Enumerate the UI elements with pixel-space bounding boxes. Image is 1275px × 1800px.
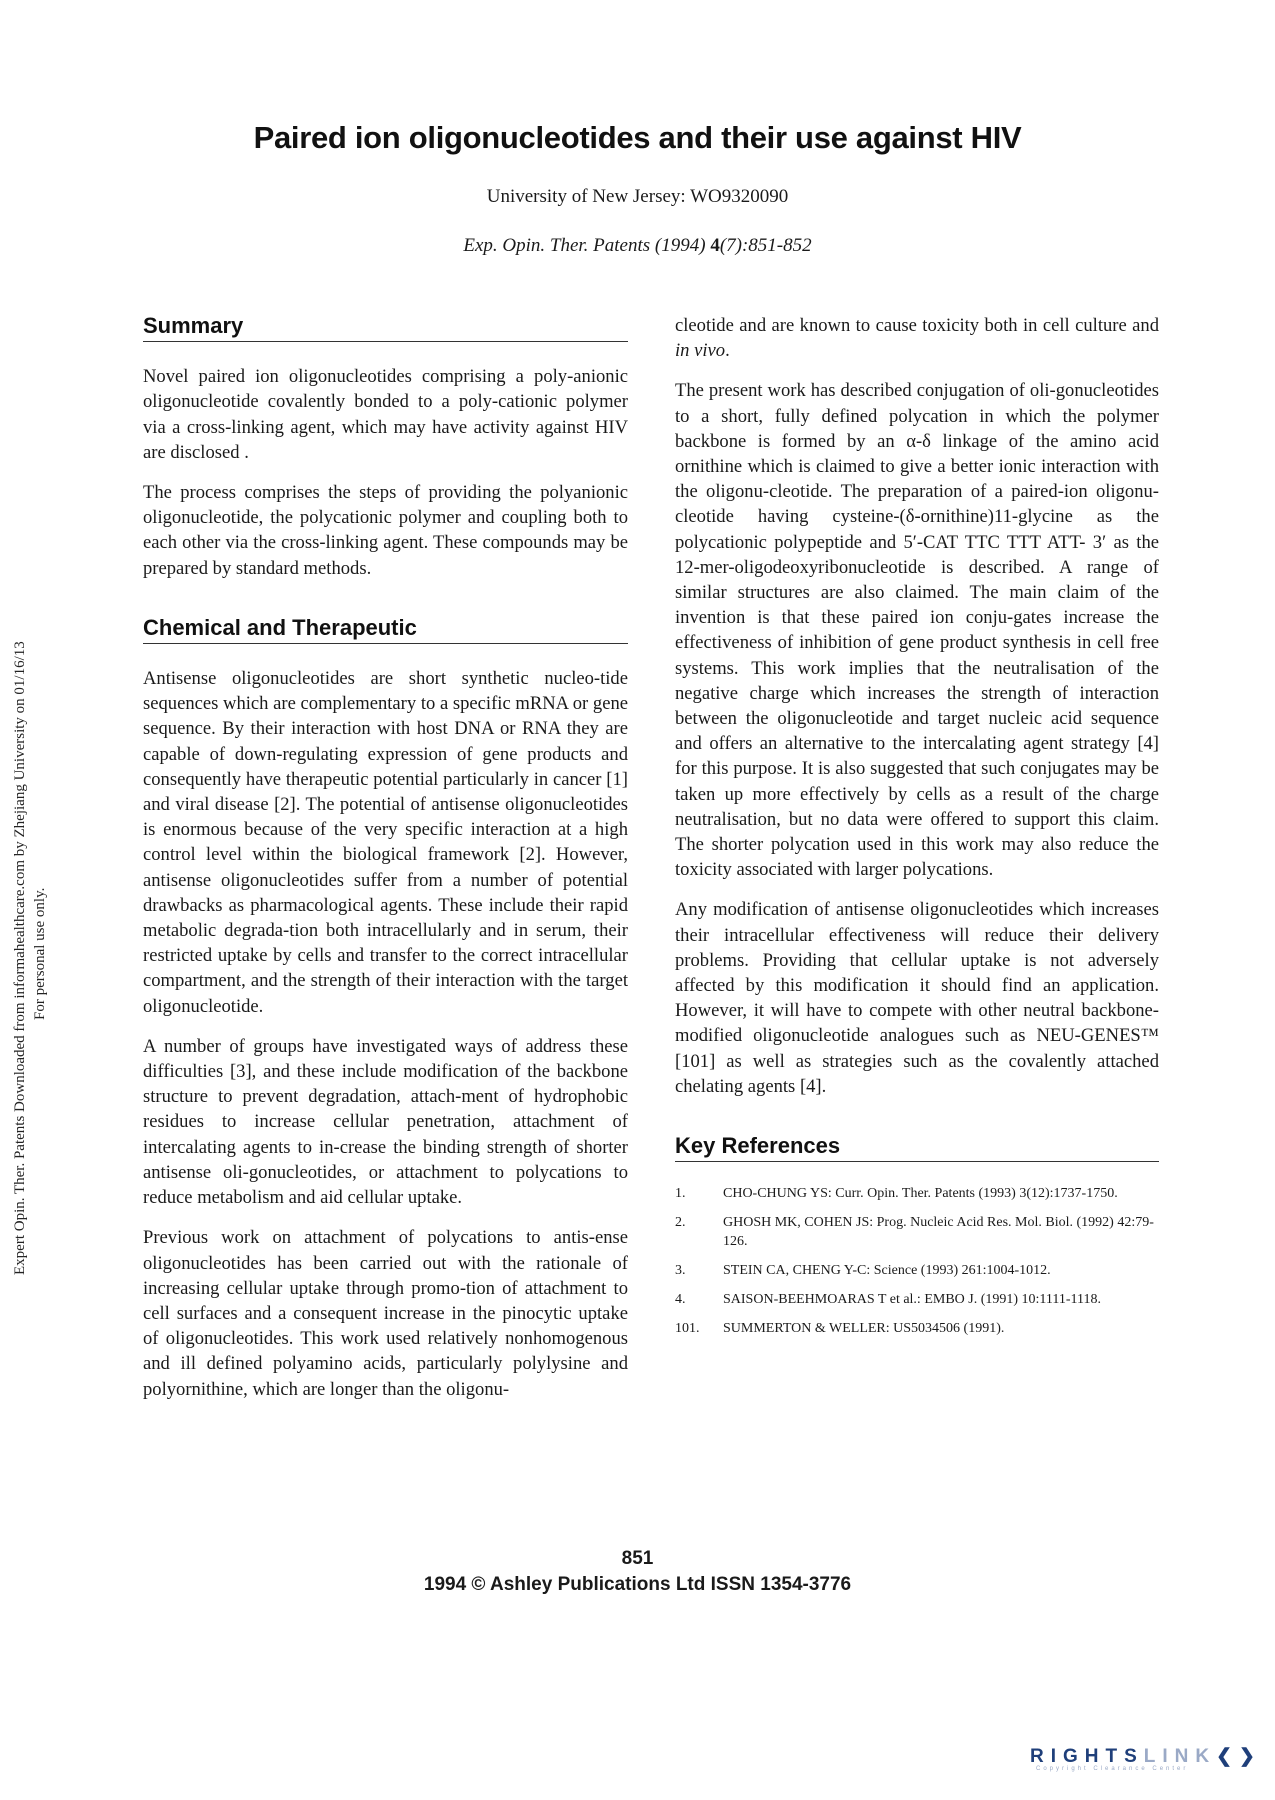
reference-item	[675, 1261, 1159, 1280]
reference-text: SUMMERTON & WELLER: US5034506 (1991).	[723, 1321, 1005, 1337]
reference-number: 2.	[675, 1215, 686, 1231]
reference-number: 1.	[675, 1186, 686, 1202]
rightslink-wordmark	[1030, 1745, 1262, 1768]
summary-paragraph-2: The process comprises the steps of providing the polyanionic oligonucleotide, the polycationic polymer and coupling both to each other via the cross-linking agent. These compounds may be prepared by standard methods.	[143, 482, 628, 579]
reference-number: 4.	[675, 1292, 686, 1308]
citation-pages: (7):851-852	[719, 235, 812, 256]
summary-heading: Summary	[143, 313, 628, 342]
reference-text: CHO-CHUNG YS: Curr. Opin. Ther. Patents (1993) 3(12):1737-1750.	[723, 1186, 1118, 1202]
reference-text: GHOSH MK, COHEN JS: Prog. Nucleic Acid Res. Mol. Biol. (1992) 42:79-126.	[723, 1215, 1154, 1250]
left-column	[143, 313, 628, 1417]
reference-text: STEIN CA, CHENG Y-C: Science (1993) 261:1004-1012.	[723, 1263, 1051, 1279]
chemical-paragraph-5: The present work has described conjugation of oli-gonucleotides to a short, fully defined polycation in which the polymer backbone is formed by an α-δ linkage of the amino acid ornithine which is claimed to give a better ionic interaction with the oligonu-cleotide. The preparation of a paired-ion oligonu-cleotide having cysteine-(δ-ornithine)11-glycine as the polycationic polypeptide and 5′-CAT TTC TTT ATT- 3′ as the 12-mer-oligodeoxyribonucleotide is described. A range of similar structures are also claimed. The main claim of the invention is that these paired ion conju-gates increase the effectiveness of inhibition of gene product synthesis in cell free systems. This work implies that the neutralisation of the negative charge which increases the strength of interaction between the oligonucleotide and target nucleic acid sequence and offers an alternative to the intercalating agent strategy [4] for this purpose. It is also suggested that such conjugates may be taken up more effectively by cells as a result of the charge neutralisation, but no data were offered to support this claim. The shorter polycation used in this work may also reduce the toxicity associated with larger polycations.	[675, 380, 1159, 881]
references-heading: Key References	[675, 1133, 1159, 1162]
rightslink-logo[interactable]	[1030, 1745, 1262, 1785]
citation-volume: 4	[710, 235, 720, 256]
download-watermark	[6, 520, 68, 1280]
page-number: 851	[621, 1548, 654, 1569]
citation-journal: Exp. Opin. Ther. Patents (1994)	[463, 235, 711, 256]
reference-item	[675, 1290, 1159, 1309]
reference-number: 3.	[675, 1263, 686, 1279]
p4-italic: in vivo	[675, 340, 726, 362]
rightslink-arrow-icon: ❮❯	[1216, 1746, 1262, 1767]
reference-text: SAISON-BEEHMOARAS T et al.: EMBO J. (1991) 10:1111-1118.	[723, 1292, 1101, 1308]
chemical-paragraph-4	[675, 313, 1159, 363]
chemical-paragraph-1: Antisense oligonucleotides are short synthetic nucleo-tide sequences which are complementary to a specific mRNA or gene sequence. By their interaction with host DNA or RNA they are capable of down-regulating expression of gene products and consequently have therapeutic potential particularly in cancer [1] and viral disease [2]. The potential of antisense oligonucleotides is enormous because of the very specific interaction at a high control level within the biological framework [2]. However, antisense oligonucleotides suffer from a number of potential drawbacks as pharmacological agents. These include their rapid metabolic degrada-tion both intracellularly and in serum, their restricted uptake by cells and transfer to the correct intracellular compartment, and the strength of their interaction with the target oligonucleotide.	[143, 668, 628, 1017]
reference-number: 101.	[675, 1321, 700, 1337]
rightslink-tagline: Copyright Clearance Center	[1036, 1766, 1189, 1772]
chemical-paragraph-2: A number of groups have investigated ways of address these difficulties [3], and these include modification of the backbone structure to prevent degradation, attach-ment of hydrophobic residues to increase cellular penetration, attachment of intercalating agents to in-crease the binding strength of shorter antisense oli-gonucleotides, or attachment to polycations to reduce metabolism and aid cellular uptake.	[143, 1035, 628, 1209]
watermark-line-1: Expert Opin. Ther. Patents Downloaded from informahealthcare.com by Zhejiang University on 01/16/13	[12, 641, 28, 1275]
chemical-paragraph-3: Previous work on attachment of polycations to antis-ense oligonucleotides has been carried out with the rationale of increasing cellular uptake through promo-tion of attachment to cell surfaces and a consequent increase in the pinocytic uptake of oligonucleotides. This work used relatively nonhomogenous and ill defined polyamino acids, particularly polylysine and polyornithine, which are longer than the oligonu-	[143, 1227, 628, 1400]
p4-end: .	[725, 340, 730, 362]
right-column	[675, 313, 1159, 1348]
patent-assignee: University of New Jersey: WO9320090	[486, 186, 789, 207]
journal-citation	[0, 235, 1275, 257]
rightslink-dark: RIGHTS	[1030, 1746, 1144, 1767]
reference-item	[675, 1184, 1159, 1203]
chemical-paragraph-6: Any modification of antisense oligonucleotides which increases their intracellular effectiveness will reduce their delivery problems. Providing that cellular uptake is not adversely affected by this modification it should find an application. However, it will have to compete with other neutral backbone-modified oligonucleotide analogues such as NEU-GENES™ [101] as well as strategies such as the covalently attached chelating agents [4].	[675, 899, 1159, 1097]
watermark-line-2: For personal use only.	[32, 887, 48, 1020]
summary-paragraph-1: Novel paired ion oligonucleotides comprising a poly-anionic oligonucleotide covalently bonded to a poly-cationic polymer via a cross-linking agent, which may have activity against HIV are disclosed .	[143, 366, 628, 463]
rightslink-light: LINK	[1143, 1746, 1217, 1767]
key-references	[675, 1133, 1159, 1338]
chemical-heading: Chemical and Therapeutic	[143, 615, 628, 644]
reference-item	[675, 1213, 1159, 1251]
copyright-line: 1994 © Ashley Publications Ltd ISSN 1354-3776	[423, 1574, 852, 1595]
article-title: Paired ion oligonucleotides and their use against HIV	[253, 120, 1022, 155]
p4-text: cleotide and are known to cause toxicity both in cell culture and	[675, 315, 1159, 336]
reference-item	[675, 1319, 1159, 1338]
